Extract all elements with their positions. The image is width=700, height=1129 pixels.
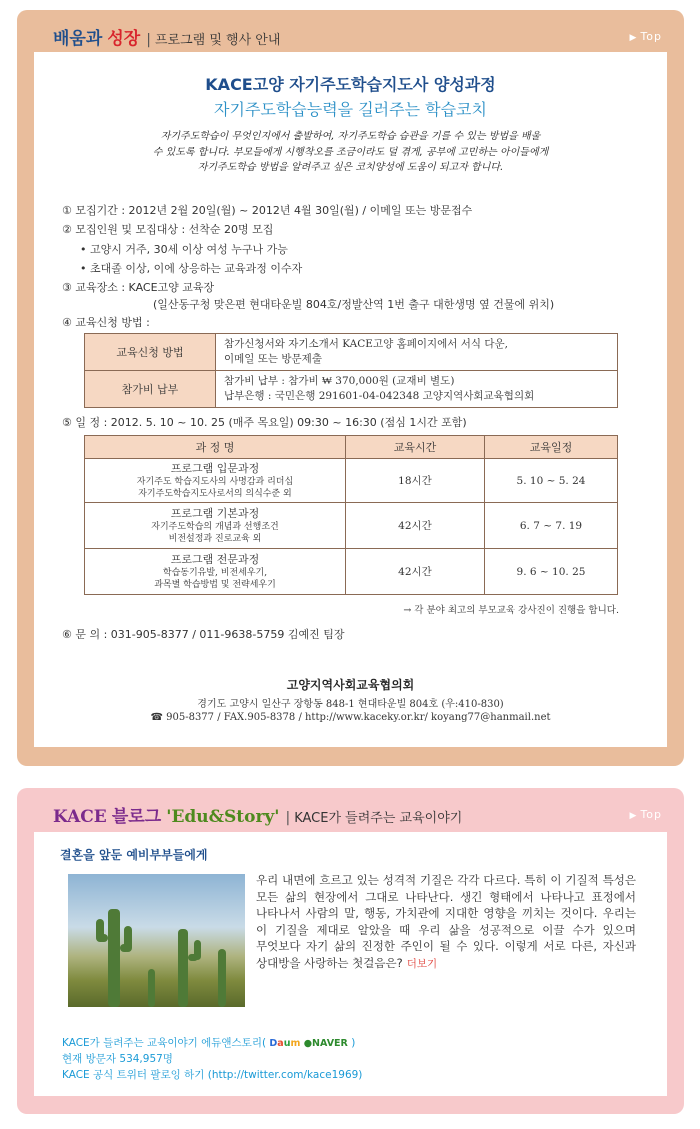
top-link[interactable] [630, 808, 662, 821]
top-link[interactable] [630, 30, 662, 43]
program-panel [34, 52, 667, 747]
dates-cell: 5. 10 ~ 5. 24 [485, 459, 618, 503]
hours-cell: 18시간 [346, 459, 485, 503]
section-header [53, 802, 462, 828]
column-header: 교육시간 [346, 436, 485, 459]
hours-cell: 42시간 [346, 503, 485, 549]
intro-line: 수 있도록 합니다. 부모들에게 시행착오를 조금이라도 덜 겪게, 공부에 고민하는 아이들에게 [152, 146, 549, 158]
footer-text: KACE가 들려주는 교육이야기 에듀앤스토리( [62, 1037, 267, 1049]
post-title[interactable]: 결혼을 앞둔 예비부부들에게 [60, 848, 208, 862]
dates-cell: 9. 6 ~ 10. 25 [485, 549, 618, 595]
cell-line: 참가신청서와 자기소개서 KACE고양 홈페이지에서 서식 다운, [224, 338, 509, 350]
apply-method-label: ④ 교육신청 방법 : [62, 316, 150, 329]
cell-line: 참가비 납부 : 참가비 ₩ 370,000원 (교재비 별도) [224, 375, 455, 387]
program-name: 프로그램 입문과정 [170, 461, 260, 475]
intro-line: 자기주도학습 방법을 알려주고 싶은 코치양성에 도움이 되고자 합니다. [197, 162, 504, 173]
org-address: 경기도 고양시 일산구 장항동 848-1 현대타운빌 804호 (우:410-830) [197, 699, 504, 710]
program-section [17, 10, 684, 766]
table-head-cell: 교육신청 방법 [85, 334, 216, 371]
venue-detail: (일산동구청 맞은편 현대타운빌 804호/정발산역 1번 출구 대한생명 옆 건물에 위치) [153, 298, 555, 311]
section-header [53, 24, 280, 50]
read-more-link[interactable]: 더보기 [406, 957, 438, 970]
venue: ③ 교육장소 : KACE고양 교육장 [62, 281, 215, 294]
contact-info: ⑥ 문 의 : 031-905-8377 / 011-9638-5759 김예진 팀장 [62, 628, 345, 641]
program-desc: 학습동기유발, 비전세우기, [162, 567, 268, 578]
post-excerpt [256, 872, 636, 972]
cell-line: 이메일 또는 방문제출 [224, 353, 322, 365]
program-intro [94, 129, 607, 176]
table-row [85, 371, 618, 408]
recruit-target: ② 모집인원 및 모집대상 : 선착순 20명 모집 [62, 223, 274, 236]
title-separator: | [146, 32, 151, 48]
daum-logo-icon[interactable]: Daum [269, 1038, 301, 1049]
target-condition: • 초대졸 이상, 이에 상응하는 교육과정 이수자 [80, 262, 303, 275]
section-title-growth: 성장 [107, 29, 141, 49]
intro-line: 자기주도학습이 무엇인지에서 출발하여, 자기주도학습 습관을 기를 수 있는 방법을 배울 [160, 131, 541, 142]
twitter-link[interactable]: KACE 공식 트위터 팔로잉 하기 (http://twitter.com/kace1969) [62, 1069, 363, 1081]
program-name: 프로그램 기본과정 [170, 506, 260, 520]
section-title-learning: 배움과 [53, 29, 103, 49]
program-desc: 자기주도학습의 개념과 선행조건 [151, 521, 279, 532]
visitor-count: 현재 방문자 534,957명 [62, 1053, 173, 1065]
top-link-label: Top [640, 808, 662, 821]
table-cell [216, 371, 618, 408]
blog-title-kace: KACE [53, 807, 107, 827]
footer-text: ) [351, 1037, 356, 1049]
play-arrow-icon: ▶ [629, 33, 638, 43]
target-condition: • 고양시 거주, 30세 이상 여성 누구나 가능 [80, 243, 288, 256]
blog-title-blog: 블로그 [111, 807, 162, 827]
hours-cell: 42시간 [346, 549, 485, 595]
program-cell [85, 459, 346, 503]
table-header-row [85, 436, 618, 459]
program-title: KACE고양 자기주도학습지도사 양성과정 [205, 75, 496, 94]
cell-line: 납부은행 : 국민은행 291601-04-042348 고양지역사회교육협의회 [224, 390, 535, 402]
table-row [85, 459, 618, 503]
naver-logo-icon[interactable]: ● [303, 1038, 313, 1049]
dates-cell: 6. 7 ~ 7. 19 [485, 503, 618, 549]
table-row [85, 334, 618, 371]
schedule-label: ⑤ 일 정 : 2012. 5. 10 ~ 10. 25 (매주 목요일) 09:30 ~ 16:30 (점심 1시간 포함) [62, 416, 467, 429]
org-contact: ☎ 905-8377 / FAX.905-8378 / http://www.kaceky.or.kr/ koyang77@hanmail.net [150, 712, 551, 723]
column-header: 과 정 명 [85, 436, 346, 459]
column-header: 교육일정 [485, 436, 618, 459]
table-head-cell: 참가비 납부 [85, 371, 216, 408]
program-desc: 자기주도 학습지도사의 사명감과 리더십 [136, 476, 294, 487]
table-row [85, 549, 618, 595]
naver-label: NAVER [312, 1038, 348, 1049]
recruit-period: ① 모집기간 : 2012년 2월 20일(월) ~ 2012년 4월 30일(월) / 이메일 또는 방문접수 [62, 204, 473, 217]
blog-panel [34, 832, 667, 1096]
program-subtitle: 자기주도학습능력을 길러주는 학습코치 [214, 100, 487, 119]
blog-footer-link[interactable] [62, 1035, 355, 1050]
play-arrow-icon: ▶ [629, 811, 638, 821]
blog-section [17, 788, 684, 1114]
schedule-note: → 각 분야 최고의 부모교육 강사진이 진행을 합니다. [403, 605, 619, 616]
post-text: 우리 내면에 흐르고 있는 성격적 기질은 각각 다르다. 특히 이 기질적 특성은 모든 삶의 현장에서 그대로 나타난다. 생긴 형태에서 나타나고 표정에서 나타나서 사람의 말, 행동, 가치관에 지대한 영향을 끼치는 것이다. 우리는 이 기질을 제대로 알았을 때 우리 삶을 성공적으로 이끌 수가 있으며 무엇보다 자기 삶의 진정한 주인이 될 수 있다. 이렇게 서로 다른, 자신과 상대방을 사랑하는 첫걸음은? [256, 873, 636, 970]
apply-table [84, 333, 618, 408]
program-desc: 비전설정과 진로교육 외 [168, 533, 262, 544]
cactus-photo [68, 874, 245, 1007]
program-cell [85, 503, 346, 549]
program-desc: 자기주도학습지도사로서의 의식수준 외 [138, 488, 292, 499]
title-separator: | [285, 810, 291, 826]
table-row [85, 503, 618, 549]
program-name: 프로그램 전문과정 [170, 552, 260, 566]
program-desc: 과목별 학습방법 및 전략세우기 [154, 579, 276, 590]
top-link-label: Top [640, 30, 662, 43]
program-cell [85, 549, 346, 595]
org-name: 고양지역사회교육협의회 [286, 678, 415, 692]
section-subtitle: 프로그램 및 행사 안내 [154, 33, 281, 48]
table-cell [216, 334, 618, 371]
schedule-table [84, 435, 618, 595]
section-subtitle: KACE가 들려주는 교육이야기 [294, 811, 463, 826]
blog-title-edustory: 'Edu&Story' [166, 807, 280, 827]
